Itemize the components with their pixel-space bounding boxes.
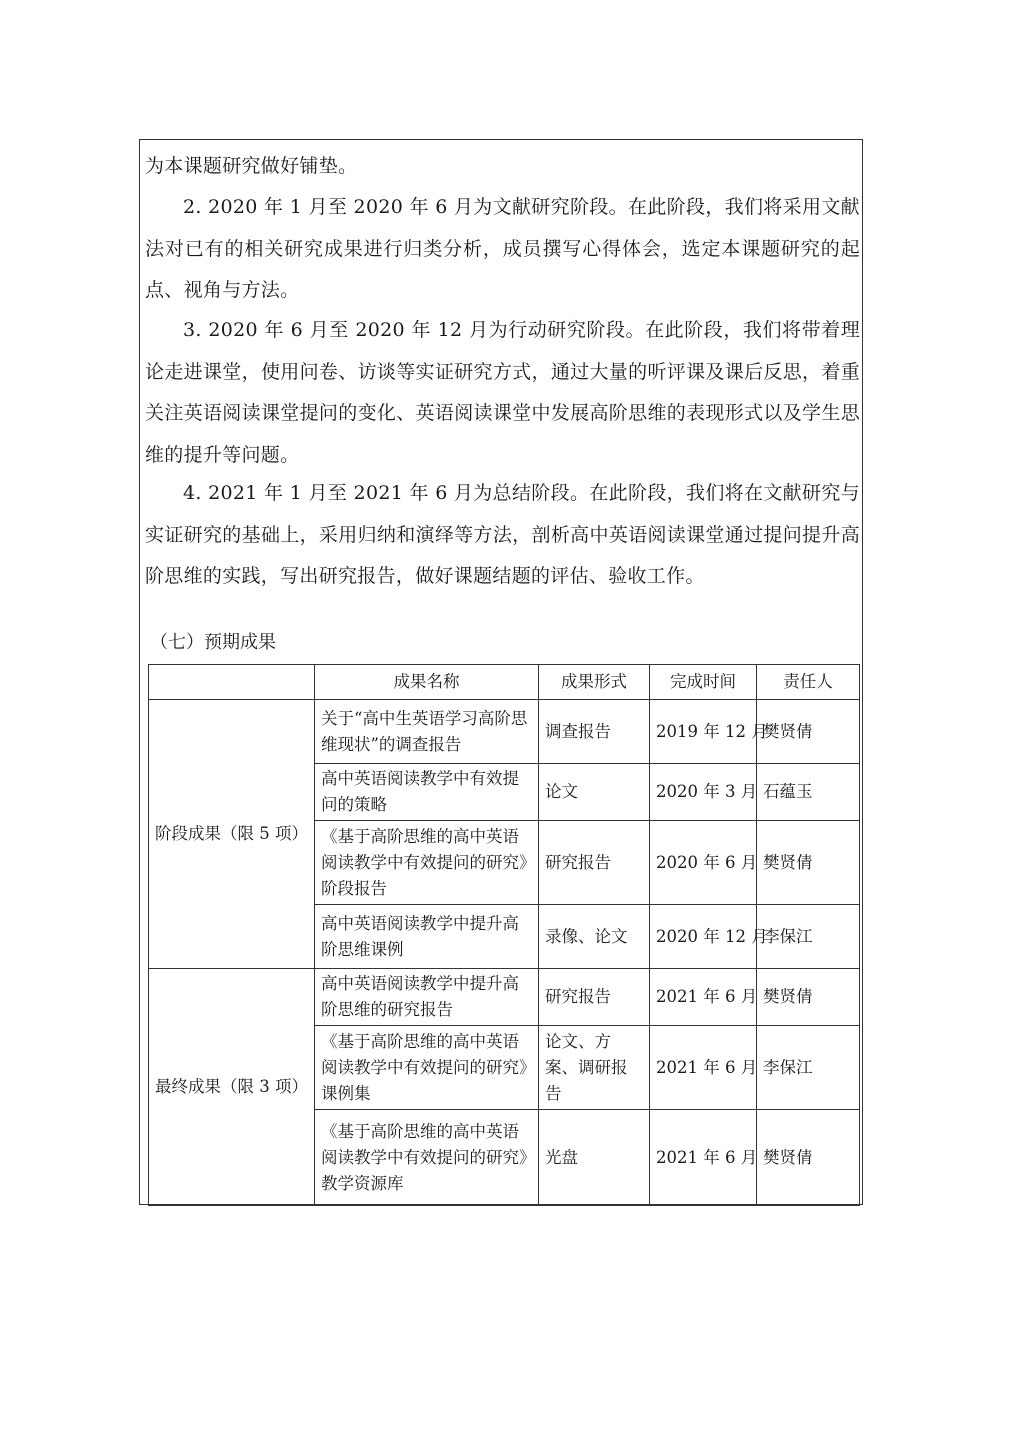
result-form: 光盘 <box>539 1110 650 1206</box>
category-final-results: 最终成果（限 3 项） <box>149 969 315 1206</box>
result-time: 2021 年 6 月 <box>650 969 757 1026</box>
result-name: 关于“高中生英语学习高阶思维现状”的调查报告 <box>315 700 539 764</box>
result-name: 高中英语阅读教学中有效提问的策略 <box>315 764 539 821</box>
table-header-row <box>149 665 860 700</box>
result-name: 《基于高阶思维的高中英语阅读教学中有效提问的研究》教学资源库 <box>315 1110 539 1206</box>
header-time: 完成时间 <box>650 665 757 700</box>
result-time: 2021 年 6 月 <box>650 1110 757 1206</box>
paragraph-stage-4: 4. 2021 年 1 月至 2021 年 6 月为总结阶段。在此阶段，我们将在文献研究与实证研究的基础上，采用归纳和演绎等方法，剖析高中英语阅读课堂通过提问提升高阶思维的实践，写出研究报告，做好课题结题的评估、验收工作。 <box>145 482 860 587</box>
header-person: 责任人 <box>757 665 860 700</box>
paragraph-stage-2: 2. 2020 年 1 月至 2020 年 6 月为文献研究阶段。在此阶段，我们将采用文献法对已有的相关研究成果进行归类分析，成员撰写心得体会，选定本课题研究的起点、视角与方法。 <box>145 196 860 301</box>
result-form: 研究报告 <box>539 821 650 905</box>
category-stage-results: 阶段成果（限 5 项） <box>149 700 315 969</box>
paragraph-stage-3: 3. 2020 年 6 月至 2020 年 12 月为行动研究阶段。在此阶段，我们将带着理论走进课堂，使用问卷、访谈等实证研究方式，通过大量的听评课及课后反思，着重关注英语阅读课堂提问的变化、英语阅读课堂中发展高阶思维的表现形式以及学生思维的提升等问题。 <box>145 319 860 466</box>
result-person: 李保江 <box>757 1026 860 1110</box>
result-form: 论文、方案、调研报告 <box>539 1026 650 1110</box>
paragraph-continuation: 为本课题研究做好铺垫。 <box>145 155 358 177</box>
result-time: 2021 年 6 月 <box>650 1026 757 1110</box>
result-name: 高中英语阅读教学中提升高阶思维课例 <box>315 905 539 969</box>
header-category <box>149 665 315 700</box>
result-time: 2020 年 12 月 <box>650 905 757 969</box>
result-person: 石蕴玉 <box>757 764 860 821</box>
result-time: 2020 年 6 月 <box>650 821 757 905</box>
result-person: 樊贤倩 <box>757 1110 860 1206</box>
section-title: （七）预期成果 <box>150 632 276 653</box>
result-form: 研究报告 <box>539 969 650 1026</box>
result-time: 2019 年 12 月 <box>650 700 757 764</box>
result-name: 高中英语阅读教学中提升高阶思维的研究报告 <box>315 969 539 1026</box>
result-name: 《基于高阶思维的高中英语阅读教学中有效提问的研究》课例集 <box>315 1026 539 1110</box>
result-person: 樊贤倩 <box>757 969 860 1026</box>
result-form: 论文 <box>539 764 650 821</box>
result-person: 李保江 <box>757 905 860 969</box>
result-name: 《基于高阶思维的高中英语阅读教学中有效提问的研究》阶段报告 <box>315 821 539 905</box>
header-form: 成果形式 <box>539 665 650 700</box>
table-row <box>149 969 860 1026</box>
result-form: 录像、论文 <box>539 905 650 969</box>
result-person: 樊贤倩 <box>757 821 860 905</box>
header-name: 成果名称 <box>315 665 539 700</box>
result-person: 樊贤倩 <box>757 700 860 764</box>
table-row <box>149 700 860 764</box>
result-time: 2020 年 3 月 <box>650 764 757 821</box>
result-form: 调查报告 <box>539 700 650 764</box>
expected-results-table <box>148 664 860 1206</box>
